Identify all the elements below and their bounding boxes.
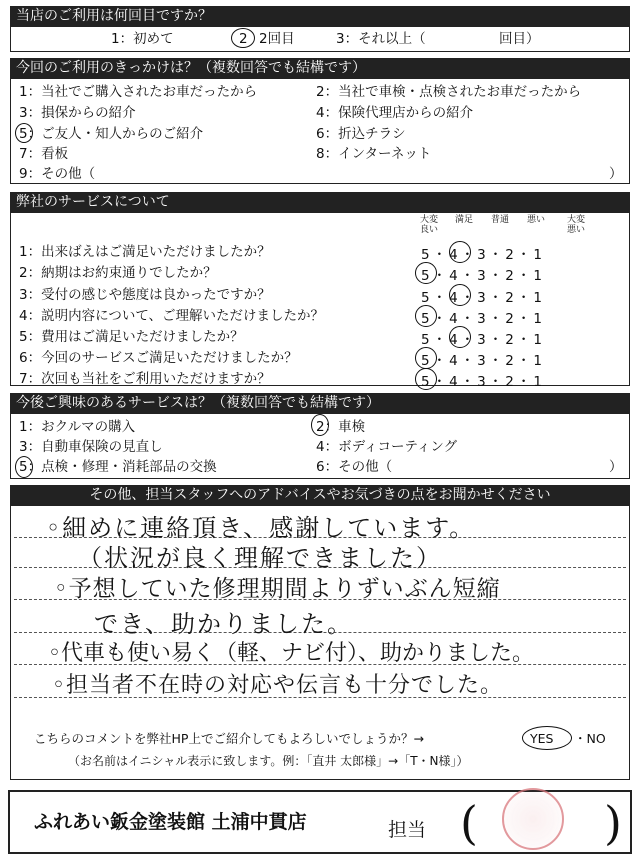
q2-item-5[interactable]: 5：ご友人・知人からのご紹介 [19,126,204,142]
scale-label-3: 普通 [490,215,509,225]
q1-option-2-number[interactable]: 2 [239,31,248,47]
q3-answer-circle-5 [449,326,471,348]
q4-item-6[interactable]: 6：その他（ [316,459,393,475]
q1-option-3[interactable]: 3：それ以上（ [336,31,426,47]
q1-title: 当店のご利用は何回目ですか？ [10,6,630,26]
q1-box [10,26,630,52]
comment-handwriting-5: ◦代車も使い易く（軽、ナビ付）、助かりました。 [48,641,534,666]
comment-handwriting-2: （状況が良く理解できました） [78,544,442,572]
scale-label-2: 悪い [526,215,545,225]
q3-box [10,212,630,390]
q4-item-5[interactable]: 5：点検・修理・消耗部品の交換 [19,459,217,475]
q3-rating-2[interactable]: 5・4・3・2・1 [421,268,545,284]
q3-question-2: 2：納期はお約束通りでしたか？ [19,265,217,281]
q4-answer-circle-5 [15,456,33,478]
q2-title: 今回のご利用のきっかけは？（複数回答でも結構です） [10,58,630,78]
q4-box [10,413,630,479]
comment-handwriting-6: ◦担当者不在時の対応や伝言も十分でした。 [52,673,503,698]
q5-title: その他、担当スタッフへのアドバイスやお気づきの点をお聞かせください [10,485,630,505]
q3-rating-4[interactable]: 5・4・3・2・1 [421,311,545,327]
shop-name: ふれあい鈑金塗装館 土浦中貫店 [34,811,307,833]
comment-handwriting-4: でき、助かりました。 [94,610,354,638]
q2-answer-circle [15,123,33,143]
q2-box [10,78,630,184]
q1-answer-circle [231,28,255,48]
comment-handwriting-3: ◦予想していた修理期間よりずいぶん短縮 [54,576,501,602]
staff-close-paren: ) [604,796,622,850]
q4-answer-circle-2 [311,414,329,436]
consent-question: こちらのコメントを弊社HP上でご紹介してもよろしいでしょうか？→ [34,731,424,746]
q1-option-1[interactable]: 1：初めて [111,31,174,47]
comment-handwriting-1: ◦細めに連絡頂き、感謝しています。 [46,514,476,542]
q3-answer-circle-2 [415,262,437,284]
q1-option-2[interactable]: 2回目 [259,31,295,47]
q3-rating-6[interactable]: 5・4・3・2・1 [421,353,545,369]
q2-item-2[interactable]: 2：当社で車検・点検されたお車だったから [316,84,582,100]
q3-answer-circle-3 [449,284,471,306]
q3-question-4: 4：説明内容について、ご理解いただけましたか？ [19,308,325,324]
q4-item-2[interactable]: 2：車検 [316,419,366,435]
q3-rating-3[interactable]: 5・4・3・2・1 [421,290,545,306]
q3-question-1: 1：出来ばえはご満足いただけましたか？ [19,244,271,260]
q2-item-9[interactable]: 9：その他（ [19,166,96,182]
q3-question-3: 3：受付の感じや態度は良かったですか？ [19,287,271,303]
q3-question-5: 5：費用はご満足いただけましたか？ [19,329,244,345]
q3-question-6: 6：今回のサービスご満足いただけましたか？ [19,350,298,366]
q3-question-7: 7：次回も当社をご利用いただけますか？ [19,371,271,387]
initials-note: （お名前はイニシャル表示に致します。例：「直井 太郎様」→「T・N様」） [68,754,469,768]
q2-item-4[interactable]: 4：保険代理店からの紹介 [316,105,474,121]
q2-item-6[interactable]: 6：折込チラシ [316,126,406,142]
q4-title: 今後ご興味のあるサービスは？（複数回答でも結構です） [10,393,630,413]
scale-label-1: 大変悪い [566,215,585,235]
staff-label: 担当 [388,819,427,841]
scale-label-5: 大変良い [419,215,438,235]
consent-yes-circle [522,726,572,750]
staff-open-paren: ( [460,796,478,850]
q4-item-4[interactable]: 4：ボディコーティング [316,439,458,455]
scale-label-4: 満足 [454,215,473,225]
q2-item-7[interactable]: 7：看板 [19,146,69,162]
q3-answer-circle-4 [415,305,437,327]
q4-close-paren: ） [609,459,623,475]
q2-item-1[interactable]: 1：当社でご購入されたお車だったから [19,84,258,100]
q2-item-8[interactable]: 8：インターネット [316,146,432,162]
staff-seal-stamp [502,788,564,850]
consent-no[interactable]: ・NO [574,731,606,746]
q3-rating-7[interactable]: 5・4・3・2・1 [421,374,545,390]
q2-item-3[interactable]: 3：損保からの紹介 [19,105,136,121]
q3-rating-1[interactable]: 5・4・3・2・1 [421,247,545,263]
q3-answer-circle-7 [415,368,437,390]
consent-yes[interactable]: YES [530,731,554,746]
q3-rating-5[interactable]: 5・4・3・2・1 [421,332,545,348]
q3-answer-circle-6 [415,347,437,369]
q3-title: 弊社のサービスについて [10,192,630,212]
q4-item-1[interactable]: 1：おクルマの購入 [19,419,136,435]
q3-answer-circle-1 [449,241,471,263]
q1-option-3-suffix: 回目） [499,31,540,47]
q2-close-paren: ） [609,166,623,182]
q4-item-3[interactable]: 3：自動車保険の見直し [19,439,163,455]
